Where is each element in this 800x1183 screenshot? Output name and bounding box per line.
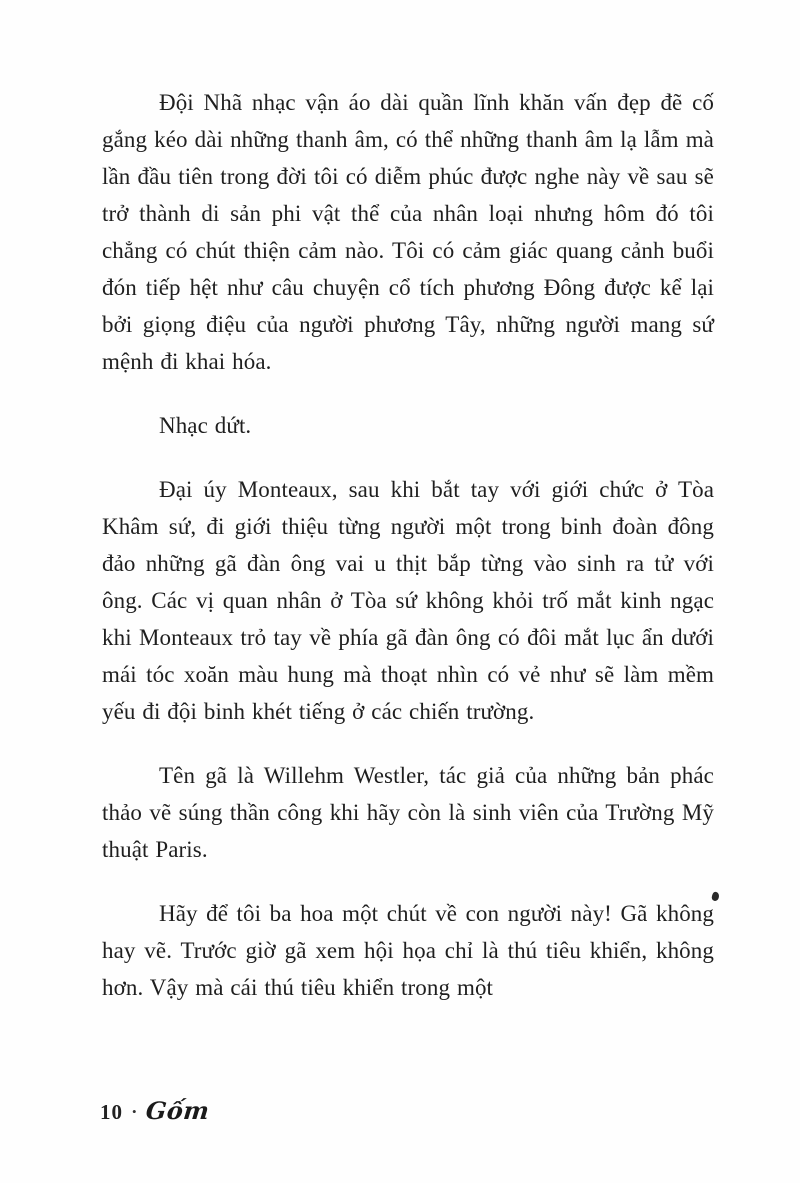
body-text-block xyxy=(102,84,714,1006)
paragraph: Đại úy Monteaux, sau khi bắt tay với giới chức ở Tòa Khâm sứ, đi giới thiệu từng người một trong binh đoàn đông đảo những gã đàn ông vai u thịt bắp từng vào sinh ra tử với ông. Các vị quan nhân ở Tòa sứ không khỏi trố mắt kinh ngạc khi Monteaux trỏ tay về phía gã đàn ông có đôi mắt lục ẩn dưới mái tóc xoăn màu hung mà thoạt nhìn có vẻ như sẽ làm mềm yếu đi đội binh khét tiếng ở các chiến trường. xyxy=(102,477,714,724)
paragraph: Tên gã là Willehm Westler, tác giả của những bản phác thảo vẽ súng thần công khi hãy còn là sinh viên của Trường Mỹ thuật Paris. xyxy=(102,763,714,862)
ink-spot xyxy=(711,891,720,902)
footer-separator-dot: • xyxy=(132,1104,137,1119)
paragraph: Nhạc dứt. xyxy=(159,413,252,438)
paragraph: Hãy để tôi ba hoa một chút về con người này! Gã không hay vẽ. Trước giờ gã xem hội họa chỉ là thú tiêu khiển, không hơn. Vậy mà cái thú tiêu khiển trong một xyxy=(102,901,714,1000)
page-number: 10 xyxy=(100,1100,123,1124)
book-title-script: Gốm xyxy=(144,1096,211,1125)
paragraph: Đội Nhã nhạc vận áo dài quần lĩnh khăn vấn đẹp đẽ cố gắng kéo dài những thanh âm, có thể những thanh âm lạ lẫm mà lần đầu tiên trong đời tôi có diễm phúc được nghe này về sau sẽ trở thành di sản phi vật thể của nhân loại nhưng hôm đó tôi chẳng có chút thiện cảm nào. Tôi có cảm giác quang cảnh buổi đón tiếp hệt như câu chuyện cổ tích phương Đông được kể lại bởi giọng điệu của người phương Tây, những người mang sứ mệnh đi khai hóa. xyxy=(102,90,714,374)
page-footer xyxy=(100,1096,209,1125)
